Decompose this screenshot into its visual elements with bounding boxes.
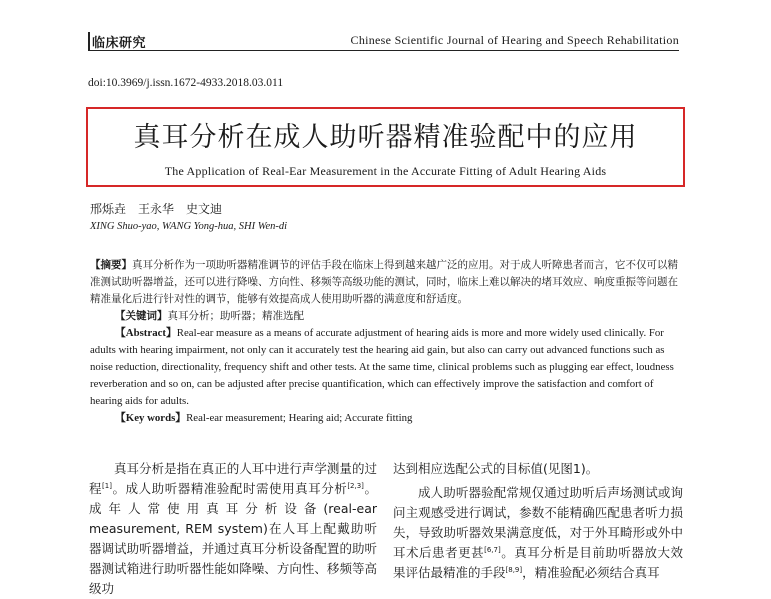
keywords-en-text: Real-ear measurement; Hearing aid; Accurate fitting bbox=[186, 412, 413, 424]
doi-link[interactable]: doi:10.3969/j.issn.1672-4933.2018.03.011 bbox=[88, 77, 284, 89]
abstract-en-text: Real-ear measure as a means of accurate adjustment of hearing aids is more and more widely used clinically. For adults with hearing impairment, not only can it accurately test the hearing aid gain, but also can carry out advanced functions such as noise reduction, directionality, frequency shift and other tests. At the same time, clinical problems such as plugging ear effect, loudness reverberation and so on, can be adjusted after precise quantification, which can effectively improve the satisfaction and comfort of hearing aids for adults. bbox=[90, 327, 674, 407]
body-column-left bbox=[89, 459, 377, 599]
journal-name: Chinese Scientific Journal of Hearing and Speech Rehabilitation bbox=[350, 33, 679, 47]
keywords-zh-text: 真耳分析；助听器；精准选配 bbox=[167, 310, 304, 322]
body-text: 。真耳分析是目前助听器放大效果评估最精准的手段 bbox=[393, 545, 683, 580]
abstract-en-label: 【Abstract】 bbox=[115, 327, 177, 339]
abstract-block bbox=[90, 257, 680, 427]
header-divider bbox=[88, 50, 679, 51]
title-chinese: 真耳分析在成人助听器精准验配中的应用 bbox=[133, 122, 638, 153]
abstract-zh-label: 【摘要】 bbox=[90, 259, 132, 271]
title-highlight-box bbox=[86, 107, 685, 187]
body-paragraph: 达到相应选配公式的目标值(见图1)。 bbox=[393, 461, 599, 476]
title-english: The Application of Real-Ear Measurement in the Accurate Fitting of Adult Hearing Aids bbox=[164, 164, 607, 178]
body-text: 。成人助听器精准验配时需使用真耳分析 bbox=[111, 481, 348, 496]
authors-english: XING Shuo-yao, WANG Yong-hua, SHI Wen-di bbox=[90, 221, 288, 232]
keywords-zh-label: 【关键词】 bbox=[115, 310, 168, 322]
abstract-zh bbox=[90, 257, 680, 308]
abstract-en bbox=[90, 325, 680, 410]
body-text: 真耳分析是指在真正的人耳中进行声学测量的过程 bbox=[89, 461, 377, 496]
body-text: 成人助听器验配常规仅通过助听后声场测试或询问主观感受进行调试，参数不能精确匹配患者听力损失，导致助听器效果满意度低，对于外耳畸形或外中耳术后患者更甚 bbox=[393, 485, 683, 560]
body-paragraph bbox=[393, 483, 683, 583]
abstract-zh-text: 真耳分析作为一项助听器精准调节的评估手段在临床上得到越来越广泛的应用。对于成人听障患者而言，它不仅可以精准测试助听器增益，还可以进行降噪、方向性、移频等高级功能的测试，同时，临床上难以解决的堵耳效应、响度重振等问题在精准量化后进行针对性的调节，能够有效提高成人使用助听器的满意度和舒适度。 bbox=[90, 259, 678, 305]
keywords-en-label: 【Key words】 bbox=[115, 412, 187, 424]
citation: [8,9] bbox=[505, 565, 523, 574]
body-column-right bbox=[393, 459, 683, 583]
body-paragraph bbox=[89, 459, 377, 599]
section-tag: 临床研究 bbox=[88, 32, 148, 51]
keywords-en bbox=[90, 410, 680, 427]
citation: [2,3] bbox=[347, 481, 364, 490]
body-text: 。成年人常使用真耳分析设备(real-ear measurement, REM system)在人耳上配戴助听器调试助听器增益，并通过真耳分析设备配置的助听器测试箱进行助听器性能如降噪、方向性、移频等高级功 bbox=[89, 481, 377, 596]
body-text: ，精准验配必须结合真耳 bbox=[522, 565, 660, 580]
authors-chinese: 邢烁垚 王永华 史文迪 bbox=[90, 202, 223, 216]
citation: [1] bbox=[102, 481, 112, 490]
keywords-zh bbox=[90, 308, 680, 325]
citation: [6,7] bbox=[484, 545, 501, 554]
